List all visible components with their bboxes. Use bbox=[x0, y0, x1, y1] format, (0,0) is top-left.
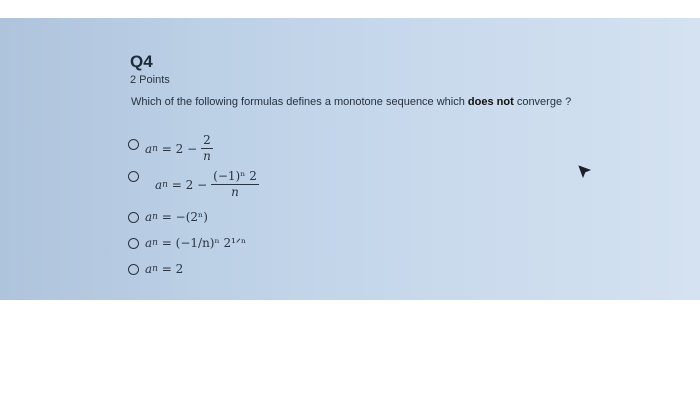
option-5-sub: n bbox=[152, 264, 158, 274]
option-2-denominator: n bbox=[231, 185, 239, 199]
option-1-numerator: 2 bbox=[203, 133, 211, 147]
question-points: 2 Points bbox=[130, 74, 170, 86]
option-4-eq: = (−1/n)ⁿ 2¹ᐟⁿ bbox=[161, 236, 247, 250]
option-2-eq: = 2 − bbox=[171, 177, 208, 192]
prompt-tail: converge ? bbox=[513, 96, 572, 108]
radio-unselected-icon[interactable] bbox=[128, 264, 139, 275]
option-1-formula bbox=[145, 134, 213, 163]
option-5-lhs: a bbox=[145, 262, 153, 276]
option-4-sub: n bbox=[152, 238, 158, 248]
option-3-sub: n bbox=[152, 212, 158, 222]
question-prompt bbox=[131, 96, 571, 108]
option-2[interactable] bbox=[128, 170, 259, 199]
question-title: Q4 bbox=[130, 52, 153, 71]
option-4-formula bbox=[145, 236, 246, 250]
option-1-lhs: a bbox=[145, 141, 153, 156]
option-2-fraction bbox=[211, 170, 259, 199]
option-3-formula bbox=[145, 210, 208, 224]
option-1[interactable] bbox=[128, 134, 213, 163]
option-2-lhs: a bbox=[155, 177, 163, 192]
radio-unselected-icon[interactable] bbox=[128, 212, 139, 223]
option-1-eq: = 2 − bbox=[161, 141, 198, 156]
option-1-denominator: n bbox=[203, 149, 211, 163]
option-4[interactable] bbox=[128, 236, 246, 250]
question-panel bbox=[0, 18, 700, 300]
prompt-text: Which of the following formulas defines a monotone sequence which bbox=[131, 96, 468, 108]
option-2-numerator: (−1)ⁿ 2 bbox=[213, 169, 257, 183]
option-5[interactable] bbox=[128, 262, 183, 276]
option-1-sub: n bbox=[152, 143, 158, 154]
option-1-fraction bbox=[201, 134, 213, 163]
radio-unselected-icon[interactable] bbox=[128, 238, 139, 249]
option-3-lhs: a bbox=[145, 210, 153, 224]
option-3[interactable] bbox=[128, 210, 208, 224]
radio-unselected-icon[interactable] bbox=[128, 139, 139, 150]
radio-unselected-icon[interactable] bbox=[128, 171, 139, 182]
option-5-formula bbox=[145, 262, 183, 276]
mouse-pointer-icon bbox=[578, 165, 592, 179]
option-2-sub: n bbox=[162, 179, 168, 190]
option-5-eq: = 2 bbox=[161, 262, 184, 276]
prompt-emphasis: does not bbox=[467, 96, 514, 108]
option-4-lhs: a bbox=[145, 236, 153, 250]
option-2-formula bbox=[155, 170, 259, 199]
option-3-eq: = −(2ⁿ) bbox=[161, 210, 208, 224]
